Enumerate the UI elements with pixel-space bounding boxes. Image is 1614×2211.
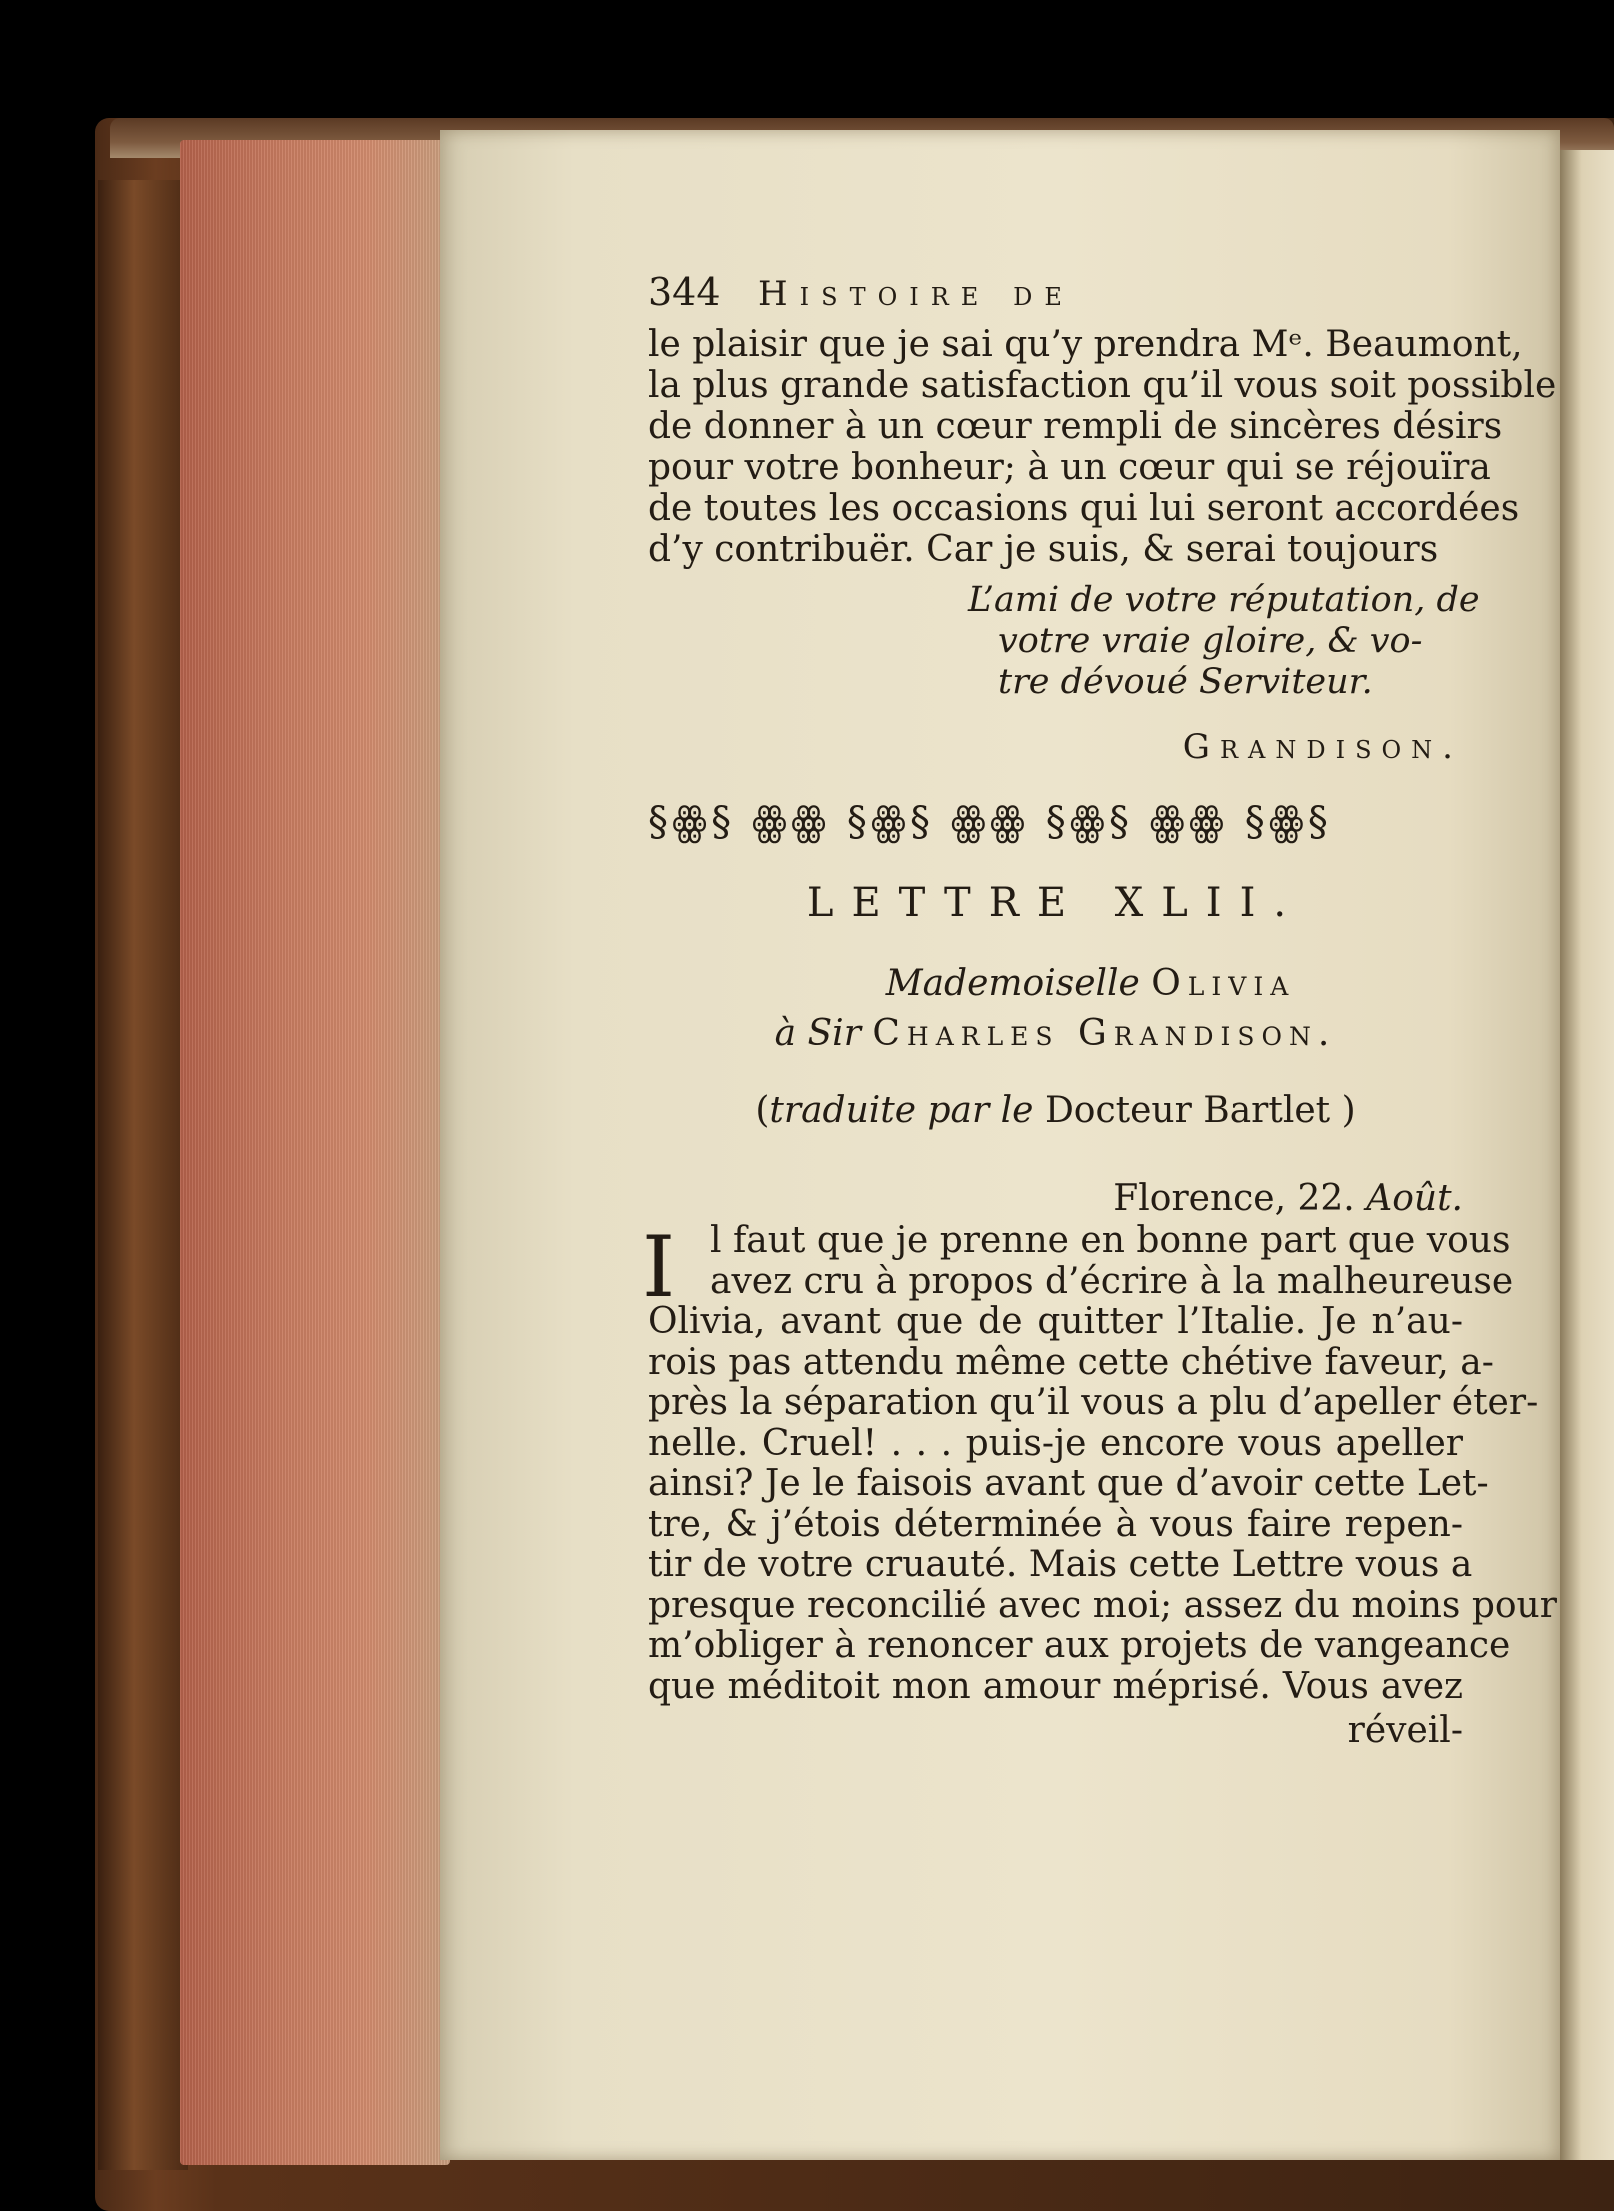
running-head [648,270,1463,322]
text-line: ainsi? Je le faisois avant que d’avoir cette Let- [648,1463,1489,1504]
opening-paragraph [648,324,1557,570]
facing-page-edge [1560,150,1614,2160]
page-number: 344 [648,270,721,314]
drop-cap: I [642,1218,676,1316]
text-line: avez cru à propos d’écrire à la malheureuse [710,1260,1514,1302]
page-edges [180,140,450,2165]
date-place: Florence, 22. [1113,1178,1355,1219]
text-line: l faut que je prenne en bonne part que vous [710,1220,1511,1261]
closing-line: votre vraie gloire, & vo- [998,621,1423,661]
translator-label: traduite par le [769,1090,1034,1131]
running-title: Histoire de [758,274,1074,314]
addressee-title: Mademoiselle [885,963,1140,1004]
text-line: de donner à un cœur rempli de sincères désirs [648,406,1503,447]
paren-open: ( [755,1090,770,1131]
translator-name: Docteur Bartlet ) [1044,1090,1356,1131]
addressee-prefix: à Sir [774,1013,861,1054]
text-line: de toutes les occasions qui lui seront accordées [648,488,1520,529]
text-line: pour votre bonheur; à un cœur qui se réjouïra [648,447,1491,488]
translator-note [648,1089,1463,1133]
text-line: m’obliger à renoncer aux projets de vangeance [648,1625,1511,1666]
catchword: réveil- [1347,1710,1463,1751]
text-line: que méditoit mon amour méprisé. Vous avez [648,1665,1463,1707]
text-line: tre, & j’étois déterminée à vous faire repen- [648,1503,1463,1545]
ornament-band: §ꙮ§ ꙮꙮ §ꙮ§ ꙮꙮ §ꙮ§ ꙮꙮ §ꙮ§ [648,799,1332,845]
closing-line: L’ami de votre réputation, de [968,580,1480,620]
closing-formula [968,580,1480,703]
text-line: près la séparation qu’il vous a plu d’apeller éter- [648,1382,1539,1423]
text-line: tir de votre cruauté. Mais cette Lettre vous a [648,1544,1473,1585]
text-line: d’y contribuër. Car je suis, & serai toujours [648,529,1439,570]
closing-line: tre dévoué Serviteur. [998,662,1373,702]
text-line: la plus grande satisfaction qu’il vous soit possible [648,365,1557,406]
letter-heading: LETTRE XLII. [806,880,1305,926]
letter-body [642,1218,1557,1707]
addressee-name: Olivia [1151,963,1296,1004]
recipient-name: Charles Grandison. [872,1013,1337,1054]
text-block [642,270,1557,1753]
book-spine [98,180,188,2170]
signature: Grandison. [1182,727,1463,767]
text-line: presque reconcilié avec moi; assez du moins pour [648,1584,1557,1626]
text-line: nelle. Cruel! . . . puis-je encore vous apeller [648,1422,1463,1464]
date-month: Août. [1366,1178,1463,1219]
text-line: Olivia, avant que de quitter l’Italie. Je n’au- [648,1301,1463,1342]
text-line: le plaisir que je sai qu’y prendra Mᵉ. Beaumont, [648,324,1523,365]
text-line: rois pas attendu même cette chétive faveur, a- [648,1341,1494,1383]
addressee [648,959,1463,1059]
dateline [648,1177,1463,1221]
